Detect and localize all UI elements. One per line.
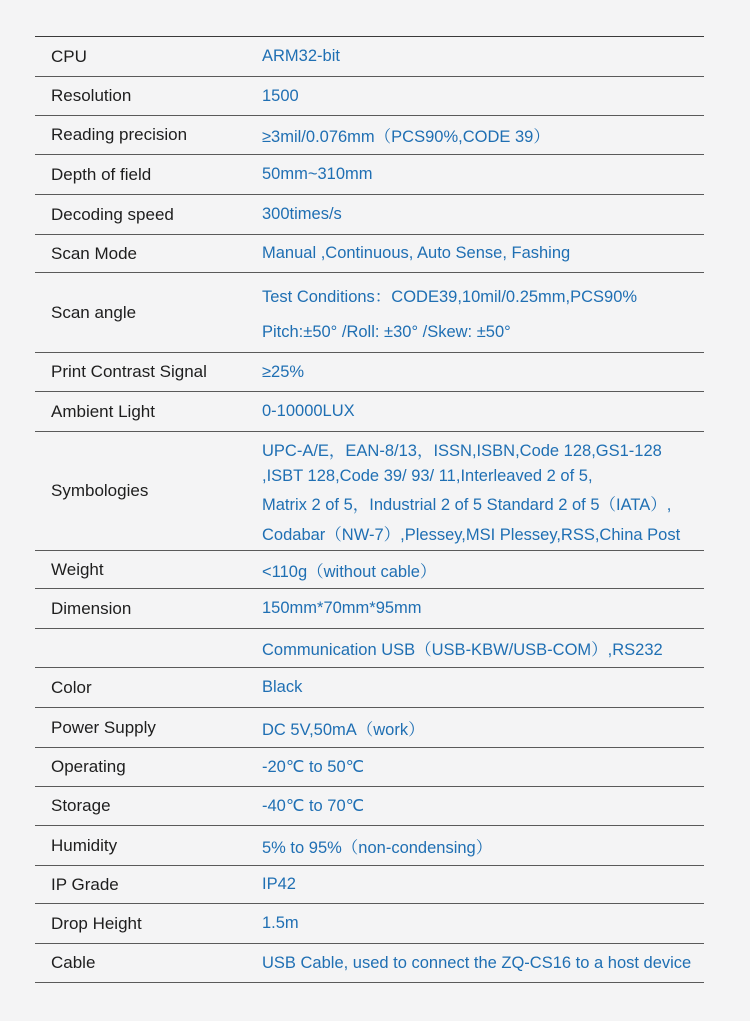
spec-value [262,629,712,667]
spec-row-storage [35,787,704,826]
spec-value-line: Pitch:±50° /Roll: ±30° /Skew: ±50° [262,323,511,341]
spec-label: Weight [51,559,104,579]
spec-value-line: Manual ,Continuous, Auto Sense, Fashing [262,244,571,262]
spec-label: Print Contrast Signal [51,362,207,381]
spec-row-weight [35,551,704,589]
spec-value [262,353,712,391]
spec-row-print-contrast-signal [35,353,704,392]
spec-label: Ambient Light [51,401,155,421]
spec-row-reading-precision [35,116,704,155]
spec-value-line: USB Cable, used to connect the ZQ-CS16 to a host device [262,953,692,972]
spec-value-line: -20℃ to 50℃ [262,758,365,776]
spec-value [262,37,712,76]
spec-value [262,708,712,747]
spec-value [262,904,712,943]
spec-label: Color [51,677,92,697]
spec-value-line: <110g（without cable） [262,562,437,581]
spec-value-line: Communication USB（USB-KBW/USB-COM）,RS232 [262,641,663,659]
spec-row-ambient-light [35,392,704,432]
spec-value-line: 5% to 95%（non-condensing） [262,838,493,857]
spec-label: Decoding speed [51,204,174,224]
spec-value-line: 1.5m [262,914,299,932]
spec-label: Reading precision [51,125,188,144]
spec-row-scan-angle [35,273,704,353]
spec-value [262,273,712,352]
spec-row-cable [35,944,704,983]
spec-table [35,36,704,983]
spec-value [262,668,712,707]
spec-label: Humidity [51,835,118,855]
spec-value-line: ≥3mil/0.076mm（PCS90%,CODE 39） [262,128,550,146]
spec-value-line: 300times/s [262,205,342,223]
spec-label: Resolution [51,86,132,105]
spec-value-line: 50mm~310mm [262,165,373,183]
spec-label: Depth of field [51,164,152,184]
spec-value [262,944,712,982]
spec-label: Operating [51,757,126,776]
spec-row-symbologies [35,432,704,551]
spec-row-power-supply [35,708,704,748]
spec-row-communication [35,629,704,668]
spec-label: IP Grade [51,874,119,894]
spec-value [262,432,712,550]
spec-value [262,235,712,272]
spec-label: Scan Mode [51,243,137,263]
spec-value-line: Matrix 2 of 5，Industrial 2 of 5 Standard 2 of 5（IATA）, [262,496,672,515]
spec-value [262,787,712,825]
spec-value [262,551,712,588]
spec-value-line: Test Conditions：CODE39,10mil/0.25mm,PCS90% [262,288,638,306]
spec-value-line: -40℃ to 70℃ [262,797,365,815]
spec-value [262,748,712,786]
spec-row-scan-mode [35,235,704,273]
spec-value-line: 150mm*70mm*95mm [262,599,422,617]
spec-value [262,826,712,865]
spec-row-humidity [35,826,704,866]
spec-value-line: ,ISBT 128,Code 39/ 93/ 11,Interleaved 2 of 5, [262,466,593,485]
spec-value-line: DC 5V,50mA（work） [262,720,425,739]
spec-label: Drop Height [51,913,142,933]
spec-value-line: ARM32-bit [262,47,340,65]
spec-label: CPU [51,46,87,66]
spec-value [262,195,712,234]
spec-row-dimension [35,589,704,629]
spec-label: Storage [51,796,111,815]
spec-label: Symbologies [51,481,149,500]
spec-value [262,77,712,115]
spec-value-line: Black [262,678,303,696]
spec-row-drop-height [35,904,704,944]
spec-label: Scan angle [51,302,137,322]
spec-label: Cable [51,953,96,972]
spec-value [262,866,712,903]
spec-row-depth-of-field [35,155,704,195]
spec-value [262,155,712,194]
spec-value [262,392,712,431]
spec-value-line: UPC-A/E，EAN-8/13，ISSN,ISBN,Code 128,GS1-128 [262,441,662,460]
spec-label: Dimension [51,598,132,618]
spec-row-cpu [35,37,704,77]
spec-value-line: Codabar（NW-7）,Plessey,MSI Plessey,RSS,China Post [262,526,681,545]
spec-value-line: ≥25% [262,362,305,381]
spec-value-line: 1500 [262,86,299,105]
spec-value-line: 0-10000LUX [262,402,355,420]
spec-row-color [35,668,704,708]
spec-value [262,116,712,154]
spec-row-operating [35,748,704,787]
spec-value [262,589,712,628]
spec-row-ip-grade [35,866,704,904]
spec-label: Power Supply [51,717,156,737]
spec-row-decoding-speed [35,195,704,235]
spec-value-line: IP42 [262,875,296,893]
spec-row-resolution [35,77,704,116]
